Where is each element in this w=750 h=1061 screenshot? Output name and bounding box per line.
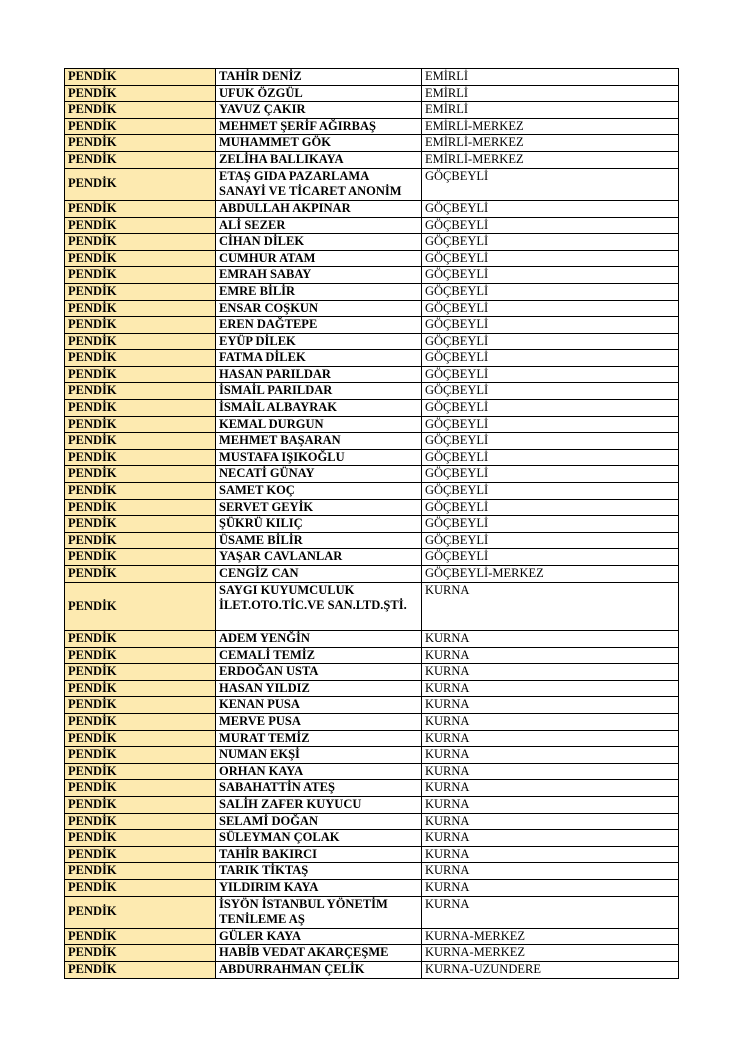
district-cell: PENDİK (65, 813, 216, 830)
district-cell: PENDİK (65, 647, 216, 664)
table-row (65, 697, 679, 714)
name-cell: ZELİHA BALLIKAYA (216, 151, 422, 168)
table-row (65, 350, 679, 367)
location-cell: GÖÇBEYLİ (422, 400, 679, 417)
name-cell: NUMAN EKŞİ (216, 747, 422, 764)
location-cell: GÖÇBEYLİ (422, 483, 679, 500)
district-cell: PENDİK (65, 549, 216, 566)
table-row (65, 796, 679, 813)
location-cell: GÖÇBEYLİ (422, 416, 679, 433)
district-cell: PENDİK (65, 449, 216, 466)
name-cell: EMRAH SABAY (216, 267, 422, 284)
table-row (65, 863, 679, 880)
district-cell: PENDİK (65, 317, 216, 334)
table-row (65, 928, 679, 945)
name-cell: ERDOĞAN USTA (216, 664, 422, 681)
table-row (65, 582, 679, 630)
location-cell: KURNA (422, 813, 679, 830)
district-cell: PENDİK (65, 945, 216, 962)
name-cell: EMRE BİLİR (216, 283, 422, 300)
district-cell: PENDİK (65, 483, 216, 500)
name-cell: NECATİ GÜNAY (216, 466, 422, 483)
district-cell: PENDİK (65, 400, 216, 417)
district-cell: PENDİK (65, 350, 216, 367)
name-cell: ŞÜKRÜ KILIÇ (216, 516, 422, 533)
table-row (65, 234, 679, 251)
district-cell: PENDİK (65, 697, 216, 714)
table-row (65, 763, 679, 780)
location-cell: KURNA (422, 680, 679, 697)
location-cell: EMİRLİ (422, 85, 679, 102)
table-row (65, 713, 679, 730)
table-row (65, 549, 679, 566)
district-cell: PENDİK (65, 433, 216, 450)
name-cell: ADEM YENĞİN (216, 631, 422, 648)
district-cell: PENDİK (65, 151, 216, 168)
location-cell: KURNA-MERKEZ (422, 928, 679, 945)
location-cell: GÖÇBEYLİ (422, 300, 679, 317)
name-cell: MUHAMMET GÖK (216, 135, 422, 152)
location-cell: KURNA (422, 896, 679, 928)
name-cell: HASAN PARILDAR (216, 366, 422, 383)
name-cell: UFUK ÖZGÜL (216, 85, 422, 102)
location-cell: KURNA (422, 846, 679, 863)
location-cell: GÖÇBEYLİ (422, 200, 679, 217)
district-cell: PENDİK (65, 200, 216, 217)
location-cell: GÖÇBEYLİ (422, 383, 679, 400)
name-cell: MEHMET BAŞARAN (216, 433, 422, 450)
location-cell: KURNA (422, 879, 679, 896)
location-cell: GÖÇBEYLİ (422, 366, 679, 383)
table-row (65, 383, 679, 400)
table-row (65, 780, 679, 797)
name-cell: EREN DAĞTEPE (216, 317, 422, 334)
table-row (65, 366, 679, 383)
name-cell: TARIK TİKTAŞ (216, 863, 422, 880)
district-cell: PENDİK (65, 366, 216, 383)
district-cell: PENDİK (65, 566, 216, 583)
district-cell: PENDİK (65, 283, 216, 300)
table-row (65, 416, 679, 433)
district-cell: PENDİK (65, 217, 216, 234)
table-row (65, 664, 679, 681)
name-cell: MEHMET ŞERİF AĞIRBAŞ (216, 118, 422, 135)
district-cell: PENDİK (65, 928, 216, 945)
location-cell: GÖÇBEYLİ (422, 549, 679, 566)
location-cell: EMİRLİ-MERKEZ (422, 118, 679, 135)
table-row (65, 267, 679, 284)
name-cell: YAVUZ ÇAKIR (216, 102, 422, 119)
table-row (65, 516, 679, 533)
location-cell: KURNA (422, 747, 679, 764)
table-row (65, 879, 679, 896)
table-row (65, 433, 679, 450)
district-cell: PENDİK (65, 300, 216, 317)
district-cell: PENDİK (65, 863, 216, 880)
name-cell: SABAHATTİN ATEŞ (216, 780, 422, 797)
name-cell: ABDULLAH AKPINAR (216, 200, 422, 217)
location-cell: KURNA (422, 664, 679, 681)
table-row (65, 102, 679, 119)
district-cell: PENDİK (65, 85, 216, 102)
name-cell: İSYÖN İSTANBUL YÖNETİM TENİLEME AŞ (216, 896, 422, 928)
location-cell: GÖÇBEYLİ-MERKEZ (422, 566, 679, 583)
table-row (65, 250, 679, 267)
table-row (65, 680, 679, 697)
name-cell: ALİ SEZER (216, 217, 422, 234)
name-cell: YAŞAR CAVLANLAR (216, 549, 422, 566)
name-cell: KEMAL DURGUN (216, 416, 422, 433)
location-cell: KURNA (422, 582, 679, 630)
table-row (65, 647, 679, 664)
location-cell: KURNA (422, 763, 679, 780)
table-row (65, 283, 679, 300)
location-cell: GÖÇBEYLİ (422, 516, 679, 533)
name-cell: TAHİR DENİZ (216, 69, 422, 86)
district-cell: PENDİK (65, 69, 216, 86)
district-cell: PENDİK (65, 747, 216, 764)
location-cell: GÖÇBEYLİ (422, 350, 679, 367)
table-row (65, 483, 679, 500)
name-cell: SERVET GEYİK (216, 499, 422, 516)
table-row (65, 135, 679, 152)
district-cell: PENDİK (65, 830, 216, 847)
location-cell: GÖÇBEYLİ (422, 466, 679, 483)
name-cell: KENAN PUSA (216, 697, 422, 714)
location-cell: KURNA (422, 830, 679, 847)
table-row (65, 962, 679, 979)
name-cell: İSMAİL ALBAYRAK (216, 400, 422, 417)
table-row (65, 566, 679, 583)
district-cell: PENDİK (65, 896, 216, 928)
name-cell: ÜSAME BİLİR (216, 532, 422, 549)
district-cell: PENDİK (65, 416, 216, 433)
table-row (65, 747, 679, 764)
location-cell: KURNA (422, 713, 679, 730)
table-row (65, 69, 679, 86)
location-cell: KURNA (422, 780, 679, 797)
location-cell: KURNA (422, 697, 679, 714)
location-cell: GÖÇBEYLİ (422, 217, 679, 234)
district-cell: PENDİK (65, 796, 216, 813)
records-table (64, 68, 679, 979)
district-cell: PENDİK (65, 383, 216, 400)
location-cell: KURNA (422, 730, 679, 747)
table-row (65, 631, 679, 648)
district-cell: PENDİK (65, 664, 216, 681)
location-cell: EMİRLİ (422, 102, 679, 119)
table-row (65, 466, 679, 483)
district-cell: PENDİK (65, 763, 216, 780)
location-cell: GÖÇBEYLİ (422, 317, 679, 334)
district-cell: PENDİK (65, 713, 216, 730)
location-cell: GÖÇBEYLİ (422, 532, 679, 549)
table-row (65, 896, 679, 928)
location-cell: GÖÇBEYLİ (422, 234, 679, 251)
district-cell: PENDİK (65, 962, 216, 979)
name-cell: MUSTAFA IŞIKOĞLU (216, 449, 422, 466)
district-cell: PENDİK (65, 168, 216, 200)
name-cell: ENSAR COŞKUN (216, 300, 422, 317)
name-cell: ORHAN KAYA (216, 763, 422, 780)
table-row (65, 730, 679, 747)
table-row (65, 830, 679, 847)
name-cell: MURAT TEMİZ (216, 730, 422, 747)
name-cell: MERVE PUSA (216, 713, 422, 730)
table-row (65, 317, 679, 334)
name-cell: SALİH ZAFER KUYUCU (216, 796, 422, 813)
location-cell: GÖÇBEYLİ (422, 250, 679, 267)
district-cell: PENDİK (65, 234, 216, 251)
location-cell: EMİRLİ (422, 69, 679, 86)
name-cell: GÜLER KAYA (216, 928, 422, 945)
district-cell: PENDİK (65, 879, 216, 896)
name-cell: CEMALİ TEMİZ (216, 647, 422, 664)
table-row (65, 813, 679, 830)
location-cell: KURNA (422, 863, 679, 880)
location-cell: GÖÇBEYLİ (422, 449, 679, 466)
table-row (65, 217, 679, 234)
records-table-body (65, 69, 679, 979)
district-cell: PENDİK (65, 499, 216, 516)
name-cell: CUMHUR ATAM (216, 250, 422, 267)
table-row (65, 151, 679, 168)
district-cell: PENDİK (65, 135, 216, 152)
location-cell: EMİRLİ-MERKEZ (422, 135, 679, 152)
name-cell: ABDURRAHMAN ÇELİK (216, 962, 422, 979)
district-cell: PENDİK (65, 532, 216, 549)
name-cell: SELAMİ DOĞAN (216, 813, 422, 830)
table-row (65, 499, 679, 516)
location-cell: GÖÇBEYLİ (422, 499, 679, 516)
district-cell: PENDİK (65, 466, 216, 483)
table-row (65, 168, 679, 200)
location-cell: KURNA-MERKEZ (422, 945, 679, 962)
name-cell: HASAN YILDIZ (216, 680, 422, 697)
district-cell: PENDİK (65, 680, 216, 697)
location-cell: KURNA (422, 631, 679, 648)
location-cell: GÖÇBEYLİ (422, 168, 679, 200)
table-row (65, 846, 679, 863)
location-cell: GÖÇBEYLİ (422, 333, 679, 350)
location-cell: KURNA-UZUNDERE (422, 962, 679, 979)
name-cell: ETAŞ GIDA PAZARLAMA SANAYİ VE TİCARET ANONİM (216, 168, 422, 200)
name-cell: SAYGI KUYUMCULUK İLET.OTO.TİC.VE SAN.LTD.ŞTİ. (216, 582, 422, 630)
district-cell: PENDİK (65, 631, 216, 648)
district-cell: PENDİK (65, 333, 216, 350)
table-row (65, 118, 679, 135)
table-row (65, 300, 679, 317)
district-cell: PENDİK (65, 250, 216, 267)
table-row (65, 200, 679, 217)
table-row (65, 449, 679, 466)
district-cell: PENDİK (65, 780, 216, 797)
location-cell: GÖÇBEYLİ (422, 267, 679, 284)
name-cell: TAHİR BAKIRCI (216, 846, 422, 863)
district-cell: PENDİK (65, 730, 216, 747)
district-cell: PENDİK (65, 516, 216, 533)
name-cell: HABİB VEDAT AKARÇEŞME (216, 945, 422, 962)
table-row (65, 400, 679, 417)
name-cell: SÜLEYMAN ÇOLAK (216, 830, 422, 847)
district-cell: PENDİK (65, 118, 216, 135)
table-row (65, 945, 679, 962)
table-row (65, 85, 679, 102)
location-cell: KURNA (422, 647, 679, 664)
location-cell: GÖÇBEYLİ (422, 433, 679, 450)
district-cell: PENDİK (65, 267, 216, 284)
name-cell: İSMAİL PARILDAR (216, 383, 422, 400)
location-cell: GÖÇBEYLİ (422, 283, 679, 300)
location-cell: KURNA (422, 796, 679, 813)
table-row (65, 333, 679, 350)
name-cell: EYÜP DİLEK (216, 333, 422, 350)
location-cell: EMİRLİ-MERKEZ (422, 151, 679, 168)
district-cell: PENDİK (65, 102, 216, 119)
name-cell: YILDIRIM KAYA (216, 879, 422, 896)
name-cell: CENGİZ CAN (216, 566, 422, 583)
name-cell: CİHAN DİLEK (216, 234, 422, 251)
name-cell: SAMET KOÇ (216, 483, 422, 500)
district-cell: PENDİK (65, 846, 216, 863)
table-row (65, 532, 679, 549)
name-cell: FATMA DİLEK (216, 350, 422, 367)
district-cell: PENDİK (65, 582, 216, 630)
